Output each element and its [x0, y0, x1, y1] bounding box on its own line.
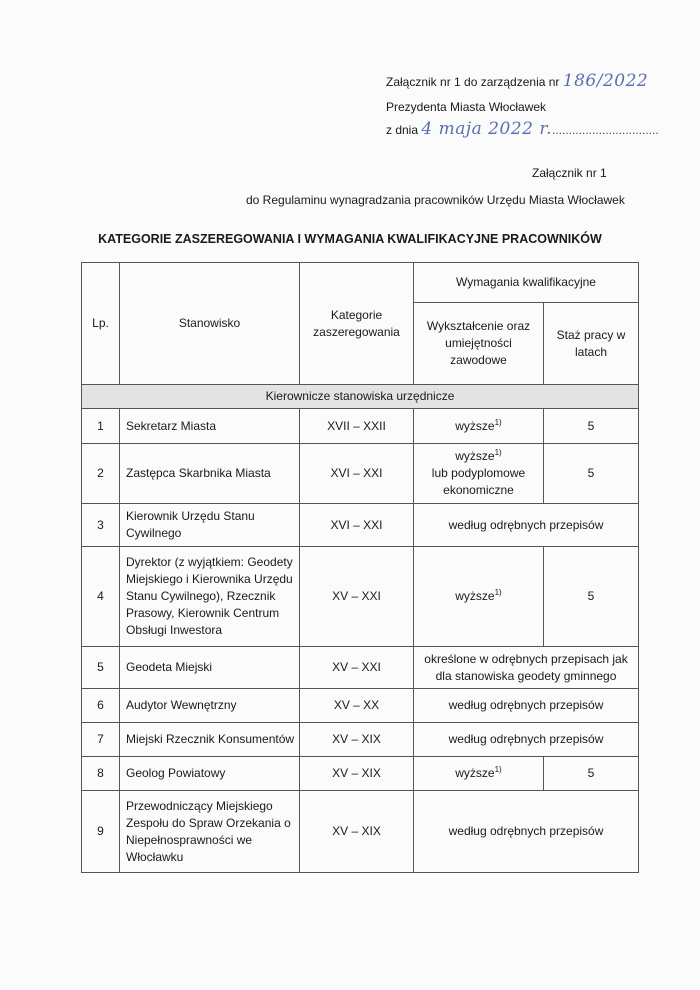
row-education — [414, 444, 544, 504]
row-category: XVI – XXI — [300, 444, 414, 504]
section-title: Kierownicze stanowiska urzędnicze — [82, 385, 639, 409]
row-position: Audytor Wewnętrzny — [120, 689, 300, 723]
table-row — [82, 689, 639, 723]
row-years: 5 — [544, 547, 639, 647]
row-requirements-merged: według odrębnych przepisów — [414, 689, 639, 723]
date-dotted-line: ................................ — [552, 123, 659, 137]
row-position: Przewodniczący Miejskiego Zespołu do Spraw Orzekania o Niepełnosprawności we Włocławku — [120, 791, 300, 873]
education-extra: lub podyplomowe ekonomiczne — [431, 466, 526, 497]
annex-description: do Regulaminu wynagradzania pracowników Urzędu Miasta Włocławek — [246, 193, 625, 207]
header-experience: Staż pracy w latach — [544, 303, 639, 385]
header-line-2 — [386, 100, 546, 114]
row-category: XV – XXI — [300, 547, 414, 647]
row-education — [414, 757, 544, 791]
table-row — [82, 547, 639, 647]
header-lp: Lp. — [82, 263, 120, 385]
row-requirements-merged: określone w odrębnych przepisach jak dla stanowiska geodety gminnego — [414, 647, 639, 689]
row-years: 5 — [544, 409, 639, 444]
row-category: XV – XXI — [300, 647, 414, 689]
footnote-ref: 1) — [494, 448, 502, 457]
education-text: wyższe — [455, 418, 495, 433]
row-lp: 4 — [82, 547, 120, 647]
row-lp: 9 — [82, 791, 120, 873]
header-line-1 — [386, 71, 649, 91]
row-position: Geolog Powiatowy — [120, 757, 300, 791]
row-category: XV – XIX — [300, 723, 414, 757]
row-position: Geodeta Miejski — [120, 647, 300, 689]
row-education — [414, 409, 544, 444]
row-lp: 2 — [82, 444, 120, 504]
table-row — [82, 409, 639, 444]
document-title: KATEGORIE ZASZEREGOWANIA I WYMAGANIA KWALIFIKACYJNE PRACOWNIKÓW — [98, 232, 602, 246]
row-lp: 7 — [82, 723, 120, 757]
row-position: Kierownik Urzędu Stanu Cywilnego — [120, 504, 300, 547]
education-text: wyższe — [455, 449, 495, 463]
qualification-table — [81, 262, 639, 873]
row-requirements-merged: według odrębnych przepisów — [414, 723, 639, 757]
table-row — [82, 757, 639, 791]
annex-label: Załącznik nr 1 — [532, 166, 607, 180]
handwritten-order-number: 186/2022 — [562, 71, 649, 91]
header-category: Kategorie zaszeregowania — [300, 263, 414, 385]
table-row — [82, 723, 639, 757]
header-requirements: Wymagania kwalifikacyjne — [414, 263, 639, 303]
header-position: Stanowisko — [120, 263, 300, 385]
row-position: Dyrektor (z wyjątkiem: Geodety Miejskiego i Kierownika Urzędu Stanu Cywilnego), Rzecznik Prasowy, Kierownik Centrum Obsługi Inwestora — [120, 547, 300, 647]
row-years: 5 — [544, 757, 639, 791]
row-position: Zastępca Skarbnika Miasta — [120, 444, 300, 504]
row-category: XVI – XXI — [300, 504, 414, 547]
handwritten-date: 4 maja 2022 r. — [421, 119, 552, 139]
row-lp: 1 — [82, 409, 120, 444]
table-row — [82, 647, 639, 689]
table-row — [82, 504, 639, 547]
row-position: Sekretarz Miasta — [120, 409, 300, 444]
row-requirements-merged: według odrębnych przepisów — [414, 504, 639, 547]
row-category: XVII – XXII — [300, 409, 414, 444]
row-lp: 5 — [82, 647, 120, 689]
footnote-ref: 1) — [494, 417, 502, 427]
row-lp: 8 — [82, 757, 120, 791]
header-line-1-text: Załącznik nr 1 do zarządzenia nr — [386, 75, 560, 89]
header-line-3 — [386, 119, 659, 139]
row-lp: 6 — [82, 689, 120, 723]
header-line-2-text: Prezydenta Miasta Włocławek — [386, 100, 547, 114]
row-category: XV – XIX — [300, 757, 414, 791]
row-education — [414, 547, 544, 647]
row-years: 5 — [544, 444, 639, 504]
row-category: XV – XIX — [300, 791, 414, 873]
education-text: wyższe — [455, 589, 495, 603]
table-row — [82, 444, 639, 504]
row-position: Miejski Rzecznik Konsumentów — [120, 723, 300, 757]
footnote-ref: 1) — [494, 765, 502, 774]
row-requirements-merged: według odrębnych przepisów — [414, 791, 639, 873]
footnote-ref: 1) — [494, 588, 502, 597]
header-line-3-text: z dnia — [386, 123, 419, 137]
education-text: wyższe — [455, 766, 495, 780]
header-education: Wykształcenie oraz umiejętności zawodowe — [414, 303, 544, 385]
row-category: XV – XX — [300, 689, 414, 723]
row-lp: 3 — [82, 504, 120, 547]
table-row — [82, 791, 639, 873]
